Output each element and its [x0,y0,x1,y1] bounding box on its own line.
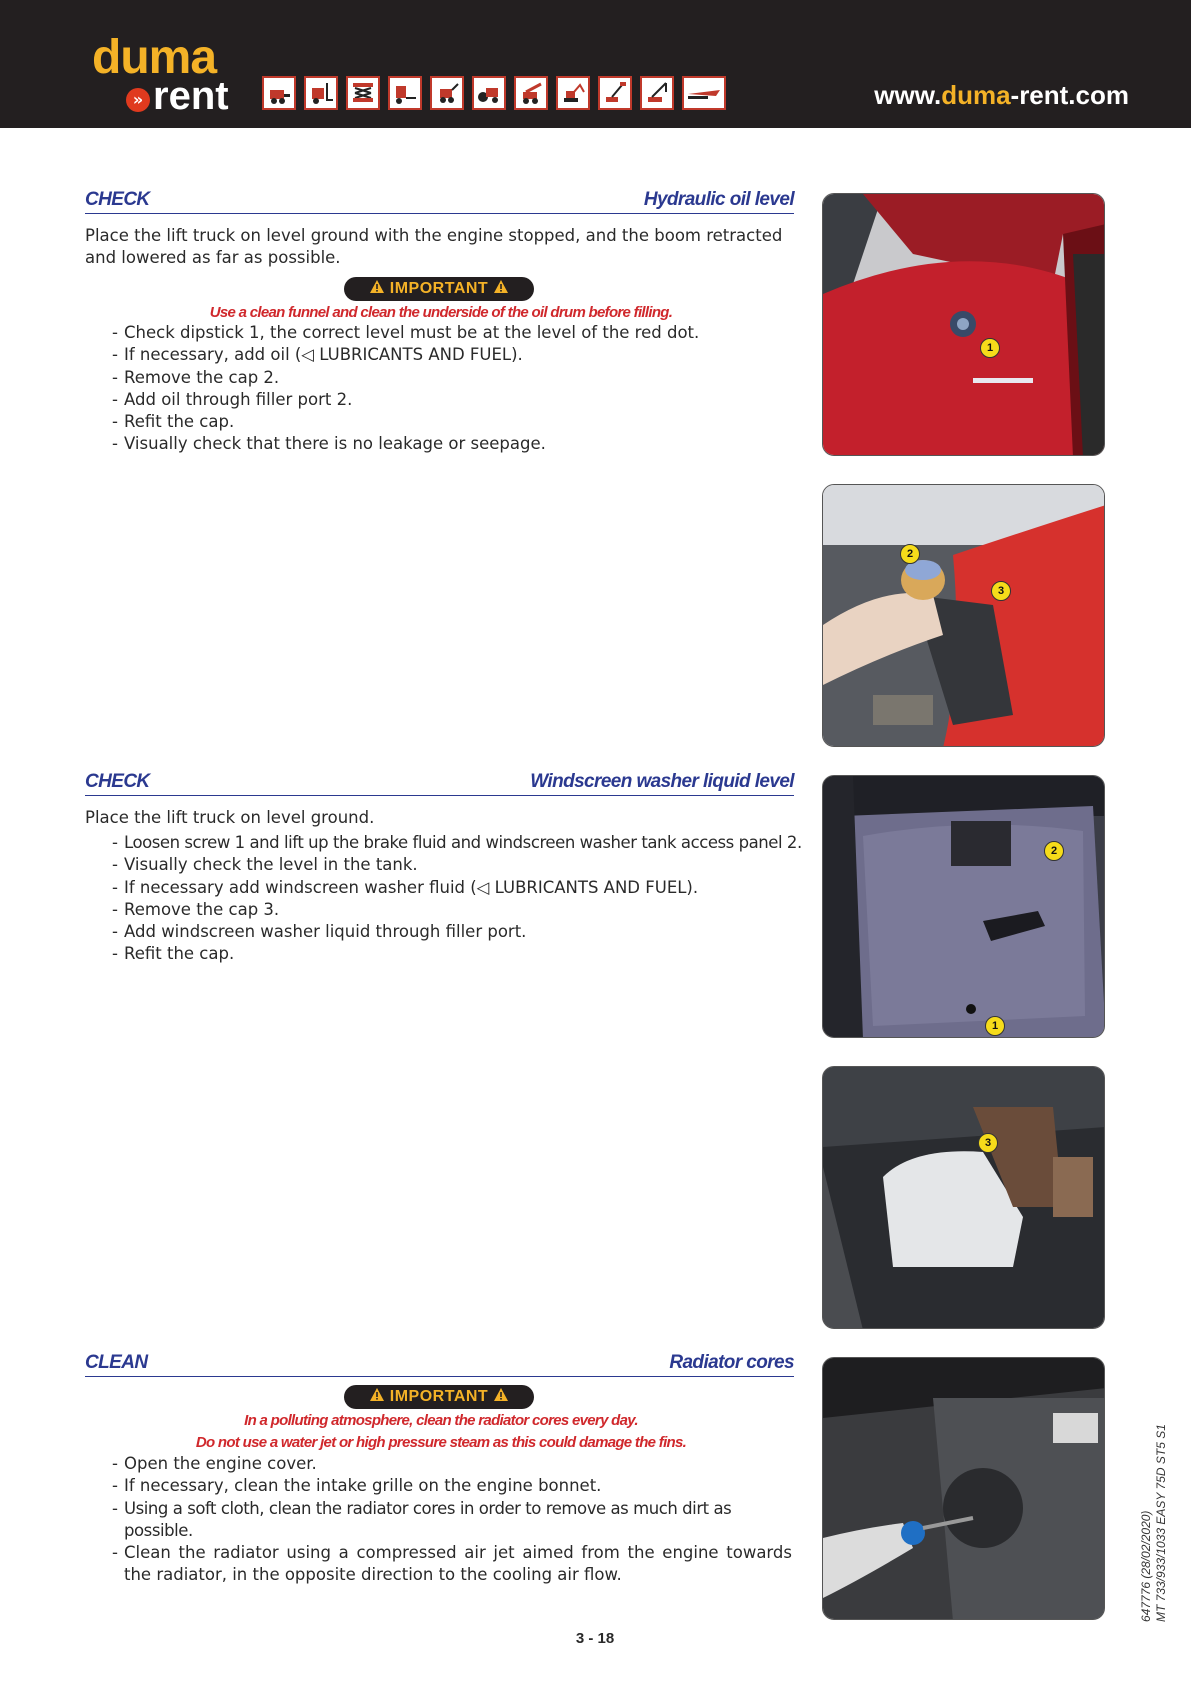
photo-callout: 2 [900,544,920,564]
photo-callout: 3 [991,581,1011,601]
crane-icon [640,76,674,110]
warning-text: Do not use a water jet or high pressure steam as this could damage the fins. [195,1434,687,1451]
list-item: - If necessary, add oil (◁ LUBRICANTS AND FUEL). [112,345,523,365]
page-header [0,0,1191,128]
excavator-icon [556,76,590,110]
photo-callout: 1 [980,338,1000,358]
step-list [112,322,802,456]
section-heading-radiator [85,1350,794,1377]
telehandler-icon [514,76,548,110]
important-badge [344,277,534,301]
list-item: - Refit the cap. [112,944,235,964]
list-item: - Check dipstick 1, the correct level must be at the level of the red dot. [112,323,700,342]
url-highlight: duma [941,80,1011,110]
section-topic: Hydraulic oil level [643,189,794,210]
section-action: CHECK [85,189,150,210]
list-item: - Add oil through filler port 2. [112,389,353,409]
list-item: - Refit the cap. [112,412,235,432]
logo-arrows-icon: » [126,88,150,112]
doc-ref-models: MT 733/933/1033 EASY 75D ST5 S1 [1154,1424,1168,1622]
section-heading-hydraulic [85,187,794,214]
boom-lift-icon [598,76,632,110]
page-number: 3 - 18 [575,1630,615,1647]
backhoe-icon [430,76,464,110]
list-item: - If necessary, clean the intake grille on the engine bonnet. [112,1476,602,1496]
section-intro: Place the lift truck on level ground. [85,808,375,827]
important-badge [344,1385,534,1409]
section-intro: Place the lift truck on level ground with the engine stopped, and the boom retracted and lowered as far as possible. [85,226,783,267]
machine-icons-strip [262,76,726,110]
url-suffix: -rent.com [1010,80,1129,110]
compactor-icon [472,76,506,110]
warning-triangle-icon [369,279,385,295]
doc-ref-date: 647776 (28/02/2020) [1139,1510,1153,1622]
photo-callout: 2 [1044,841,1064,861]
photo-radiator [822,1357,1105,1620]
section-topic: Windscreen washer liquid level [530,771,794,792]
warning-text: In a polluting atmosphere, clean the radiator cores every day. [244,1412,638,1429]
step-list [112,832,802,966]
mast-lift-icon [682,76,726,110]
forklift-icon [304,76,338,110]
list-item: - Remove the cap 3. [112,899,280,919]
list-item: - Using a soft cloth, clean the radiator cores in order to remove as much dirt as possible. [112,1498,732,1540]
step-list [112,1453,802,1587]
list-item: - Visually check that there is no leakage or seepage. [112,434,546,454]
important-label: IMPORTANT [389,280,489,297]
section-action: CHECK [85,771,150,792]
photo-washer-tank [822,1066,1105,1329]
photo-hydraulic-filler [822,484,1105,747]
website-url[interactable] [874,80,1129,111]
warning-triangle-icon [369,1387,385,1403]
list-item: - Remove the cap 2. [112,367,280,387]
mini-loader-icon [262,76,296,110]
list-item: - If necessary add windscreen washer fluid (◁ LUBRICANTS AND FUEL). [112,877,699,897]
photo-callout: 3 [978,1133,998,1153]
photo-callout: 1 [985,1016,1005,1036]
section-action: CLEAN [85,1352,148,1373]
list-item: - Visually check the level in the tank. [112,855,418,875]
warning-triangle-icon [493,279,509,295]
section-heading-washer [85,769,794,796]
list-item: - Clean the radiator using a compressed air jet aimed from the engine towards the radiator, in the opposite direction to the cooling air flow. [112,1543,792,1585]
scissor-lift-icon [346,76,380,110]
logo-duma-text: duma [92,31,217,84]
warning-text: Use a clean funnel and clean the underside of the oil drum before filling. [209,304,673,321]
section-topic: Radiator cores [669,1352,794,1373]
list-item: - Loosen screw 1 and lift up the brake fluid and windscreen washer tank access panel 2. [112,833,802,852]
pallet-truck-icon [388,76,422,110]
document-reference [1139,1424,1169,1622]
logo-rent-text: rent [153,74,229,118]
warning-triangle-icon [493,1387,509,1403]
url-prefix: www. [874,80,942,110]
list-item: - Add windscreen washer liquid through filler port. [112,922,527,942]
list-item: - Open the engine cover. [112,1454,317,1473]
photo-hydraulic-dipstick [822,193,1105,456]
important-label: IMPORTANT [389,1388,489,1405]
photo-washer-panel [822,775,1105,1038]
